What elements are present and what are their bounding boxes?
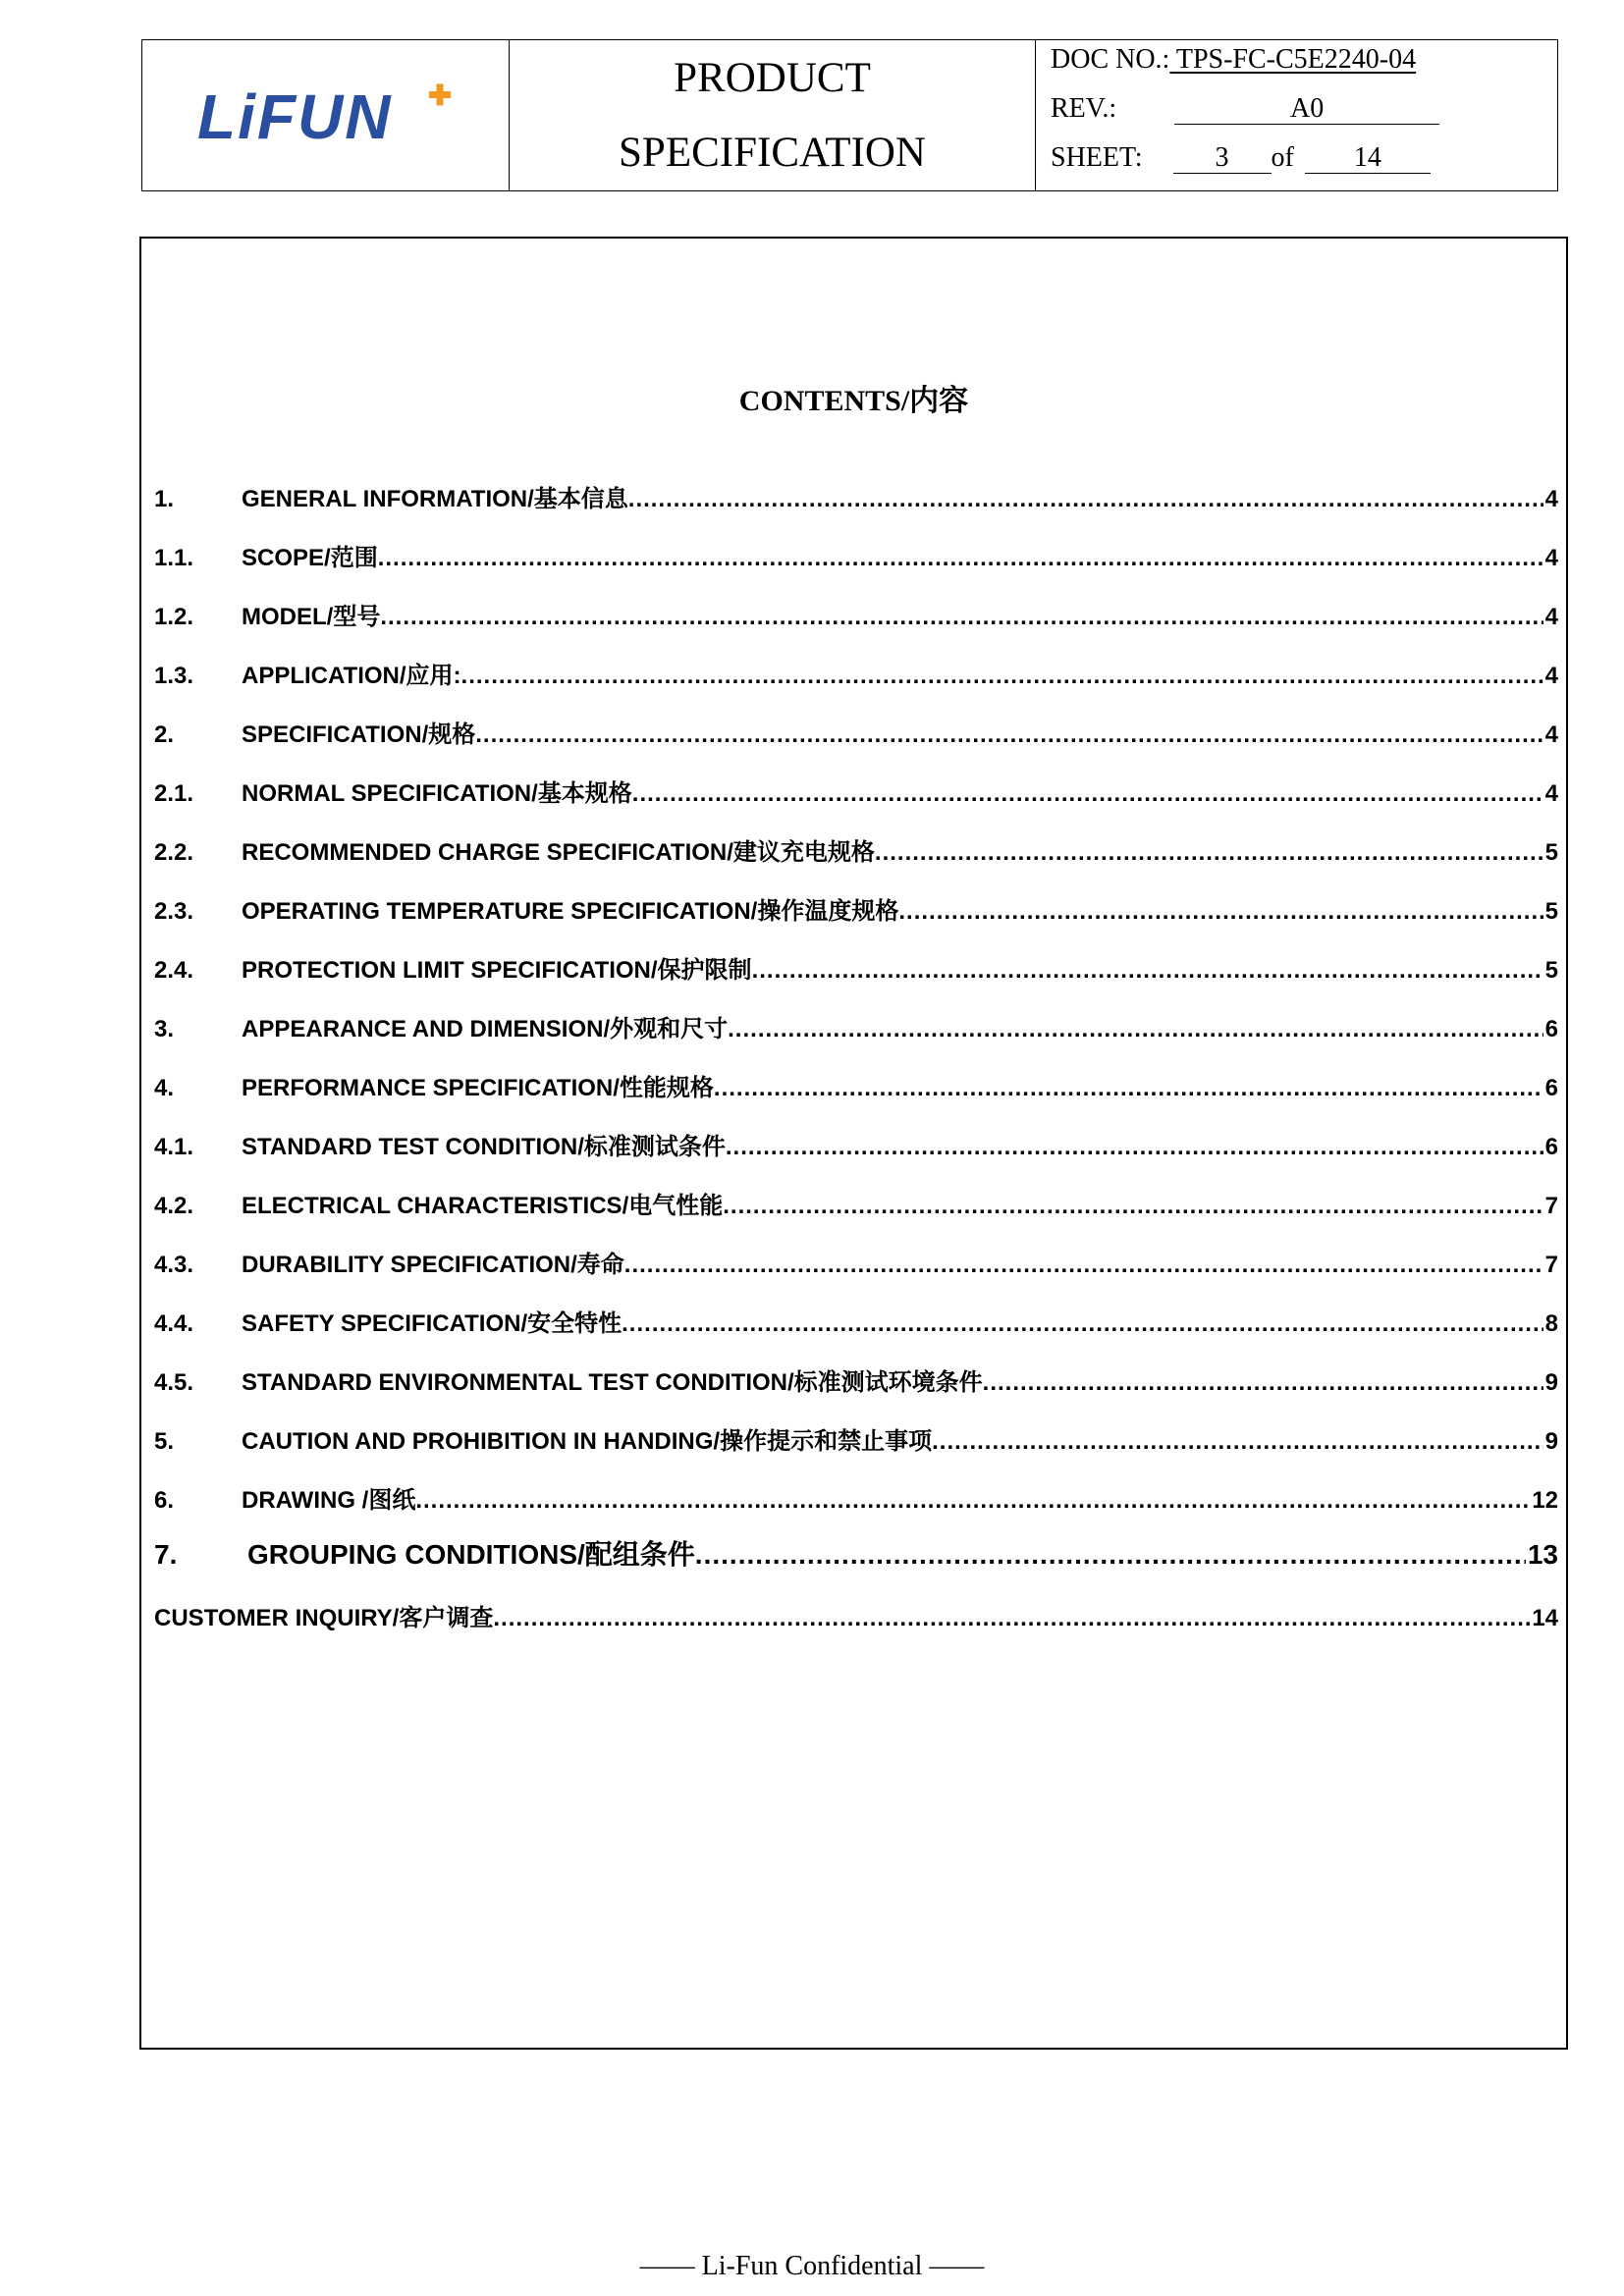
toc-entry[interactable] [154, 774, 1558, 808]
toc-page: 13 [1527, 1539, 1558, 1570]
toc-leader [461, 663, 1543, 690]
toc-page: 9 [1544, 1428, 1558, 1455]
toc-leader [695, 1539, 1526, 1571]
toc-entry[interactable] [154, 656, 1558, 690]
toc-number: 4.3. [154, 1252, 194, 1278]
toc-number: 4. [154, 1075, 175, 1101]
rev-row [1051, 93, 1439, 125]
toc-number: 2.4. [154, 957, 194, 984]
toc-entry[interactable] [154, 832, 1558, 867]
toc-title: SAFETY SPECIFICATION/安全特性 [242, 1310, 623, 1337]
rev-label: REV.: [1051, 93, 1117, 124]
toc-leader [622, 1310, 1543, 1338]
toc-page: 8 [1544, 1310, 1558, 1337]
toc-page: 7 [1544, 1252, 1558, 1278]
title-cell [510, 40, 1036, 190]
toc-leader [728, 1016, 1543, 1043]
toc-leader [493, 1605, 1530, 1632]
toc-page: 5 [1544, 839, 1558, 866]
toc-page: 5 [1544, 898, 1558, 925]
toc-leader [875, 839, 1543, 867]
toc-title: DURABILITY SPECIFICATION/寿命 [242, 1252, 624, 1278]
of-label: of [1271, 142, 1294, 173]
toc-title: PERFORMANCE SPECIFICATION/性能规格 [242, 1075, 714, 1101]
toc-leader [632, 780, 1543, 808]
toc-entry[interactable] [154, 538, 1558, 572]
toc-page: 12 [1532, 1487, 1558, 1514]
toc-number: 2.2. [154, 839, 194, 866]
toc-title: CUSTOMER INQUIRY/客户调查 [154, 1605, 494, 1631]
toc-page: 4 [1544, 663, 1558, 689]
toc-page: 6 [1544, 1075, 1558, 1101]
toc-leader [898, 898, 1543, 926]
toc-number: 4.2. [154, 1193, 194, 1219]
sheet-label: SHEET: [1051, 142, 1143, 173]
toc-entry[interactable] [154, 1362, 1558, 1397]
toc-leader [475, 721, 1543, 749]
toc-entry[interactable] [154, 1598, 1558, 1632]
toc-number: 7. [154, 1539, 178, 1570]
logo-text: LiFUN [196, 80, 392, 150]
toc-page: 4 [1544, 780, 1558, 807]
toc-leader [380, 604, 1543, 631]
toc-title: ELECTRICAL CHARACTERISTICS/电气性能 [242, 1193, 724, 1219]
doc-info-cell [1036, 40, 1557, 190]
toc-entry[interactable] [154, 1068, 1558, 1102]
toc-leader [726, 1134, 1543, 1161]
toc-page: 6 [1544, 1016, 1558, 1042]
toc-number: 1.2. [154, 604, 194, 630]
sheet-row [1051, 142, 1431, 174]
toc-leader [983, 1369, 1543, 1397]
plus-icon [429, 83, 451, 105]
lifun-logo [197, 81, 455, 150]
toc-title: CAUTION AND PROHIBITION IN HANDING/操作提示和禁止事项 [242, 1428, 933, 1455]
toc-title: MODEL/型号 [242, 604, 381, 630]
toc-leader [624, 1252, 1543, 1279]
contents-box [139, 237, 1568, 2050]
toc-page: 14 [1532, 1605, 1558, 1631]
toc-page: 4 [1544, 604, 1558, 630]
toc-entry[interactable] [154, 1480, 1558, 1515]
toc-page: 4 [1544, 486, 1558, 512]
toc-number: 6. [154, 1487, 175, 1514]
toc-title: APPLICATION/应用: [242, 663, 461, 689]
toc-entry[interactable] [154, 1245, 1558, 1279]
toc-page: 9 [1544, 1369, 1558, 1396]
doc-no-value: TPS-FC-C5E2240-04 [1169, 44, 1417, 75]
document-header [141, 39, 1558, 191]
confidential-footer: —— Li-Fun Confidential —— [639, 2251, 985, 2281]
toc-number: 4.4. [154, 1310, 194, 1337]
toc-title: SPECIFICATION/规格 [242, 721, 476, 748]
toc-title: PROTECTION LIMIT SPECIFICATION/保护限制 [242, 957, 752, 984]
rev-value: A0 [1174, 94, 1439, 125]
toc-leader [714, 1075, 1543, 1102]
toc-number: 1. [154, 486, 175, 512]
toc-title: APPEARANCE AND DIMENSION/外观和尺寸 [242, 1016, 729, 1042]
toc-entry[interactable] [154, 1186, 1558, 1220]
toc-entry[interactable] [154, 1533, 1558, 1573]
toc-title: NORMAL SPECIFICATION/基本规格 [242, 780, 632, 807]
toc-title: SCOPE/范围 [242, 545, 378, 571]
toc-leader [378, 545, 1543, 572]
toc-entry[interactable] [154, 1421, 1558, 1456]
toc-title: GENERAL INFORMATION/基本信息 [242, 486, 628, 512]
toc-entry[interactable] [154, 1127, 1558, 1161]
toc-number: 4.1. [154, 1134, 194, 1160]
contents-title: CONTENTS/内容 [738, 385, 969, 417]
toc-title: STANDARD TEST CONDITION/标准测试条件 [242, 1134, 726, 1160]
toc-leader [752, 957, 1543, 985]
toc-page: 5 [1544, 957, 1558, 984]
doc-no-label: DOC NO.: [1051, 44, 1170, 75]
toc-entry[interactable] [154, 950, 1558, 985]
toc-page: 6 [1544, 1134, 1558, 1160]
title-line-2: SPECIFICATION [619, 129, 926, 176]
toc-entry[interactable] [154, 891, 1558, 926]
toc-page: 4 [1544, 721, 1558, 748]
toc-number: 1.3. [154, 663, 194, 689]
toc-number: 5. [154, 1428, 175, 1455]
toc-entry[interactable] [154, 715, 1558, 749]
sheet-value: 3 [1173, 143, 1272, 174]
toc-entry[interactable] [154, 479, 1558, 513]
title-line-1: PRODUCT [674, 54, 871, 101]
sheet-total: 14 [1305, 143, 1431, 174]
toc-leader [628, 486, 1543, 513]
toc-leader [932, 1428, 1543, 1456]
toc-page: 7 [1544, 1193, 1558, 1219]
toc-title: RECOMMENDED CHARGE SPECIFICATION/建议充电规格 [242, 839, 875, 866]
toc-leader [723, 1193, 1543, 1220]
toc-entry[interactable] [154, 597, 1558, 631]
doc-no-row [1051, 44, 1416, 76]
toc-number: 3. [154, 1016, 175, 1042]
toc-number: 2. [154, 721, 175, 748]
toc-title: DRAWING /图纸 [242, 1487, 416, 1514]
toc-number: 2.3. [154, 898, 194, 925]
toc-number: 2.1. [154, 780, 194, 807]
toc-title: OPERATING TEMPERATURE SPECIFICATION/操作温度规格 [242, 898, 899, 925]
toc-number: 4.5. [154, 1369, 194, 1396]
toc-title: STANDARD ENVIRONMENTAL TEST CONDITION/标准测试环境条件 [242, 1369, 983, 1396]
toc-leader [415, 1487, 1530, 1515]
logo-cell [142, 40, 510, 190]
toc-entry[interactable] [154, 1304, 1558, 1338]
toc-number: 1.1. [154, 545, 194, 571]
toc-page: 4 [1544, 545, 1558, 571]
toc-entry[interactable] [154, 1009, 1558, 1043]
toc-title: GROUPING CONDITIONS/配组条件 [247, 1539, 695, 1570]
